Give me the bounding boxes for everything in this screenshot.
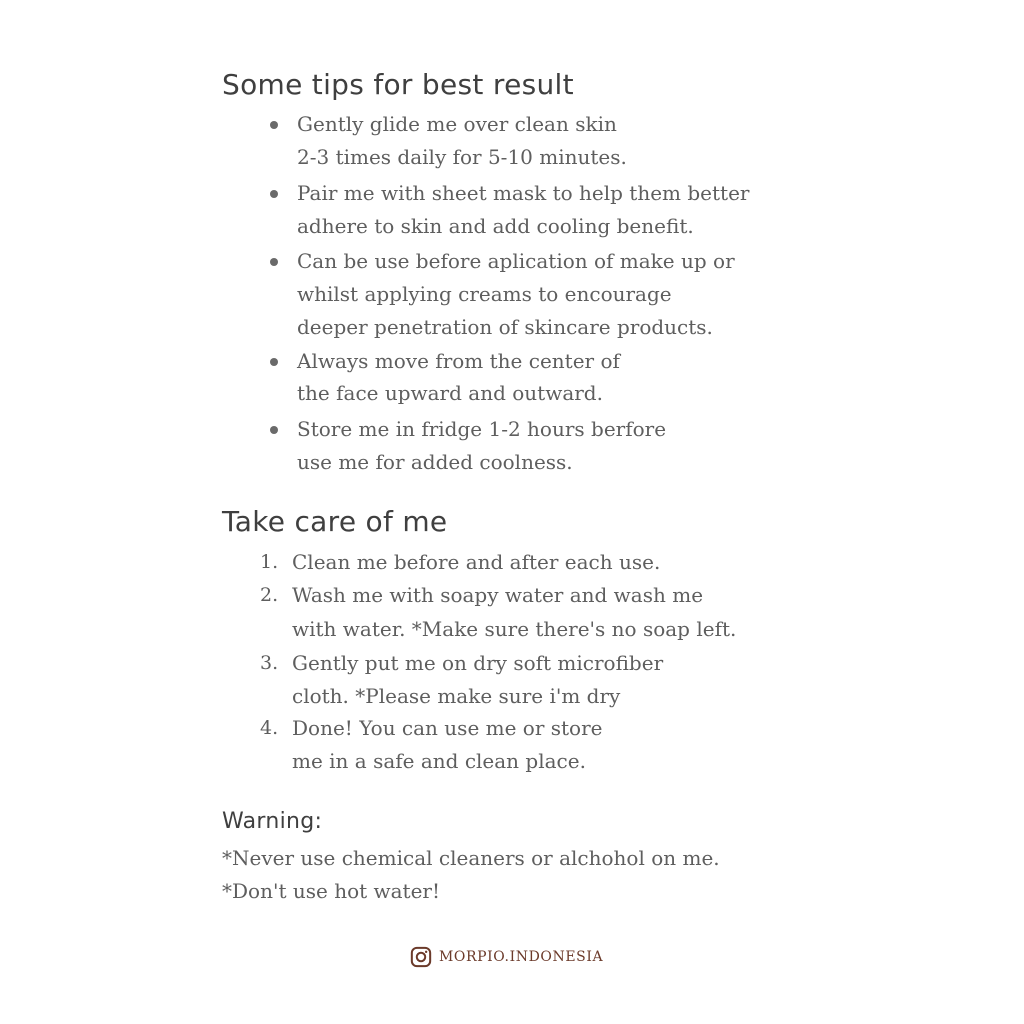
tip-line: Gently glide me over clean skin [297,112,617,136]
care-line: Gently put me on dry soft microfiber [292,651,664,675]
instagram-handle-link[interactable] [410,943,603,971]
care-heading: Take care of me [222,505,448,538]
bullet-icon [270,358,278,366]
care-line: cloth. *Please make sure i'm dry [292,684,621,708]
tip-line: Can be use before aplication of make up or [297,249,735,273]
instagram-handle: MORPIO.INDONESIA [439,949,604,965]
bullet-icon [270,426,278,434]
warning-line: *Never use chemical cleaners or alchohol on me. [222,846,720,870]
care-line: me in a safe and clean place. [292,749,586,773]
item-number: 4. [260,717,279,739]
tip-line: 2-3 times daily for 5-10 minutes. [297,145,627,169]
item-number: 2. [260,584,279,606]
tip-line: the face upward and outward. [297,381,603,405]
bullet-icon [270,121,278,129]
bullet-icon [270,258,278,266]
tip-line: Always move from the center of [297,349,620,373]
tip-line: Pair me with sheet mask to help them better [297,181,750,205]
care-line: Done! You can use me or store [292,716,603,740]
tip-line: adhere to skin and add cooling benefit. [297,214,694,238]
item-number: 3. [260,652,279,674]
tip-line: Store me in fridge 1-2 hours berfore [297,417,667,441]
tip-line: use me for added coolness. [297,450,573,474]
care-line: with water. *Make sure there's no soap left. [292,617,737,641]
tip-line: whilst applying creams to encourage [297,282,672,306]
instagram-icon [410,946,432,968]
tip-line: deeper penetration of skincare products. [297,315,713,339]
care-line: Wash me with soapy water and wash me [292,583,704,607]
warning-heading: Warning: [222,809,323,834]
bullet-icon [270,190,278,198]
care-line: Clean me before and after each use. [292,550,661,574]
warning-line: *Don't use hot water! [222,879,441,903]
tips-heading: Some tips for best result [222,68,574,101]
item-number: 1. [260,551,279,573]
